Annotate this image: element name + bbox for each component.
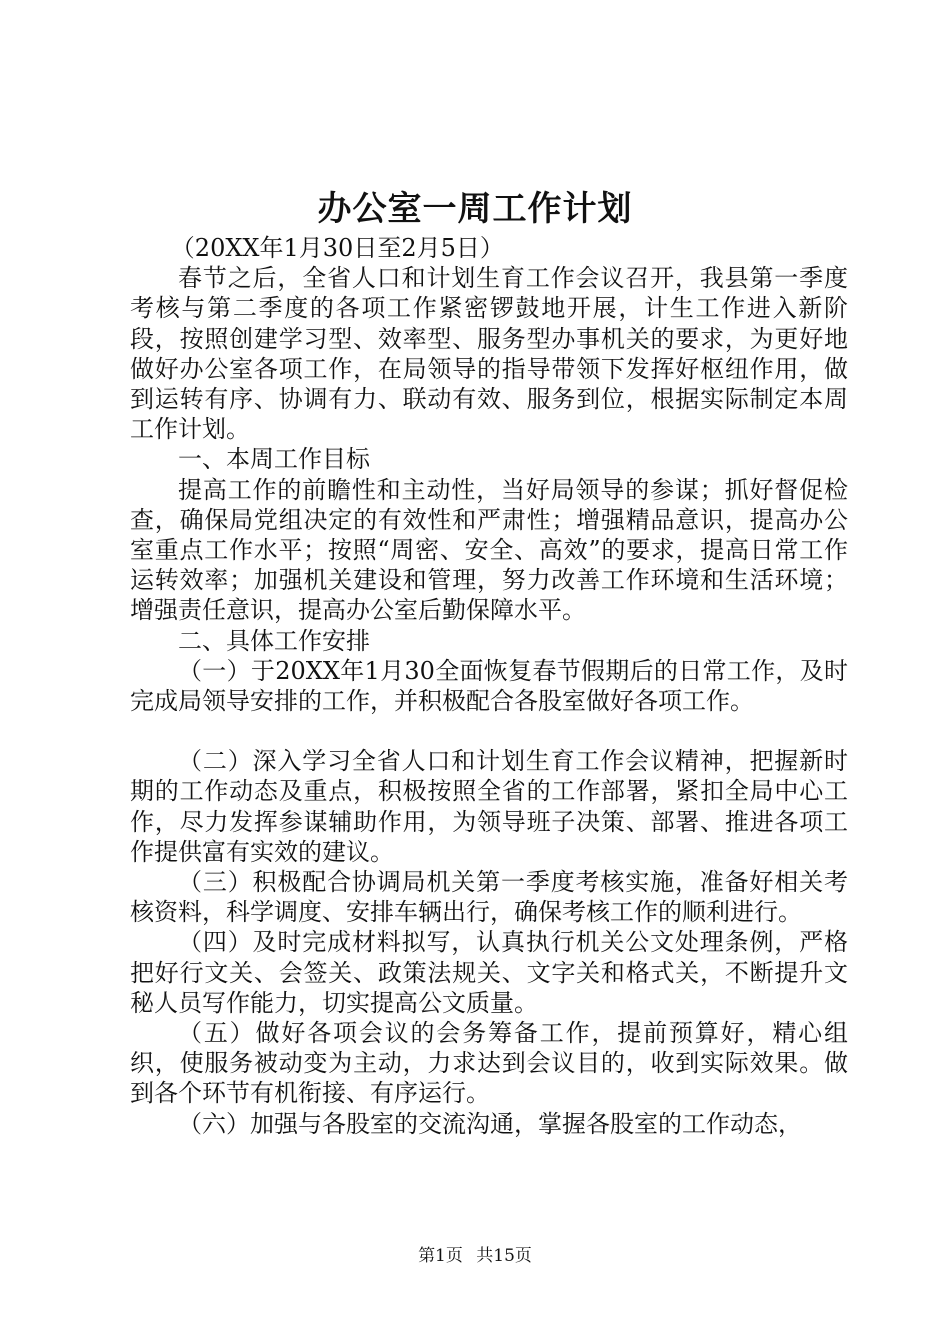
goals-paragraph: 提高工作的前瞻性和主动性，当好局领导的参谋；抓好督促检查，确保局党组决定的有效性和严肃性；增强精品意识，提高办公室重点工作水平；按照“周密、安全、高效”的要求，提高日常工作运转效率；加强机关建设和管理，努力改善工作环境和生活环境；增强责任意识，提高办公室后勤保障水平。 <box>130 475 848 625</box>
date-range: （20XX年1月30日至2月5日） <box>170 234 504 262</box>
arrangement-item-3: （三）积极配合协调局机关第一季度考核实施，准备好相关考核资料，科学调度、安排车辆出行，确保考核工作的顺利进行。 <box>130 868 848 927</box>
page-number: 第1页 <box>418 1246 463 1266</box>
arrangement-item-4: （四）及时完成材料拟写，认真执行机关公文处理条例，严格把好行文关、会签关、政策法规关、文字关和格式关，不断提升文秘人员写作能力，切实提高公文质量。 <box>130 928 848 1017</box>
arrangement-item-5: （五）做好各项会议的会务筹备工作，提前预算好，精心组织，使服务被动变为主动，力求达到会议目的，收到实际效果。做到各个环节有机衔接、有序运行。 <box>130 1019 848 1108</box>
intro-paragraph: 春节之后，全省人口和计划生育工作会议召开，我县第一季度考核与第二季度的各项工作紧密锣鼓地开展，计生工作进入新阶段，按照创建学习型、效率型、服务型办事机关的要求，为更好地做好办公室各项工作，在局领导的指导带领下发挥好枢纽作用，做到运转有序、协调有力、联动有效、服务到位，根据实际制定本周工作计划。 <box>130 264 848 444</box>
page-total: 共15页 <box>476 1246 532 1266</box>
section-heading-goals: 一、本周工作目标 <box>178 445 370 474</box>
document-title: 办公室一周工作计划 <box>317 189 633 229</box>
arrangement-item-1: （一）于20XX年1月30全面恢复春节假期后的日常工作，及时完成局领导安排的工作，并积极配合各股室做好各项工作。 <box>130 656 848 716</box>
arrangement-item-2: （二）深入学习全省人口和计划生育工作会议精神，把握新时期的工作动态及重点，积极按照全省的工作部署，紧扣全局中心工作，尽力发挥参谋辅助作用，为领导班子决策、部署、推进各项工作提供富有实效的建议。 <box>130 747 848 866</box>
document-body <box>130 233 848 1139</box>
arrangement-item-6: （六）加强与各股室的交流沟通，掌握各股室的工作动态， <box>178 1109 802 1138</box>
section-heading-arrangements: 二、具体工作安排 <box>178 626 370 655</box>
page-footer <box>0 1244 950 1268</box>
